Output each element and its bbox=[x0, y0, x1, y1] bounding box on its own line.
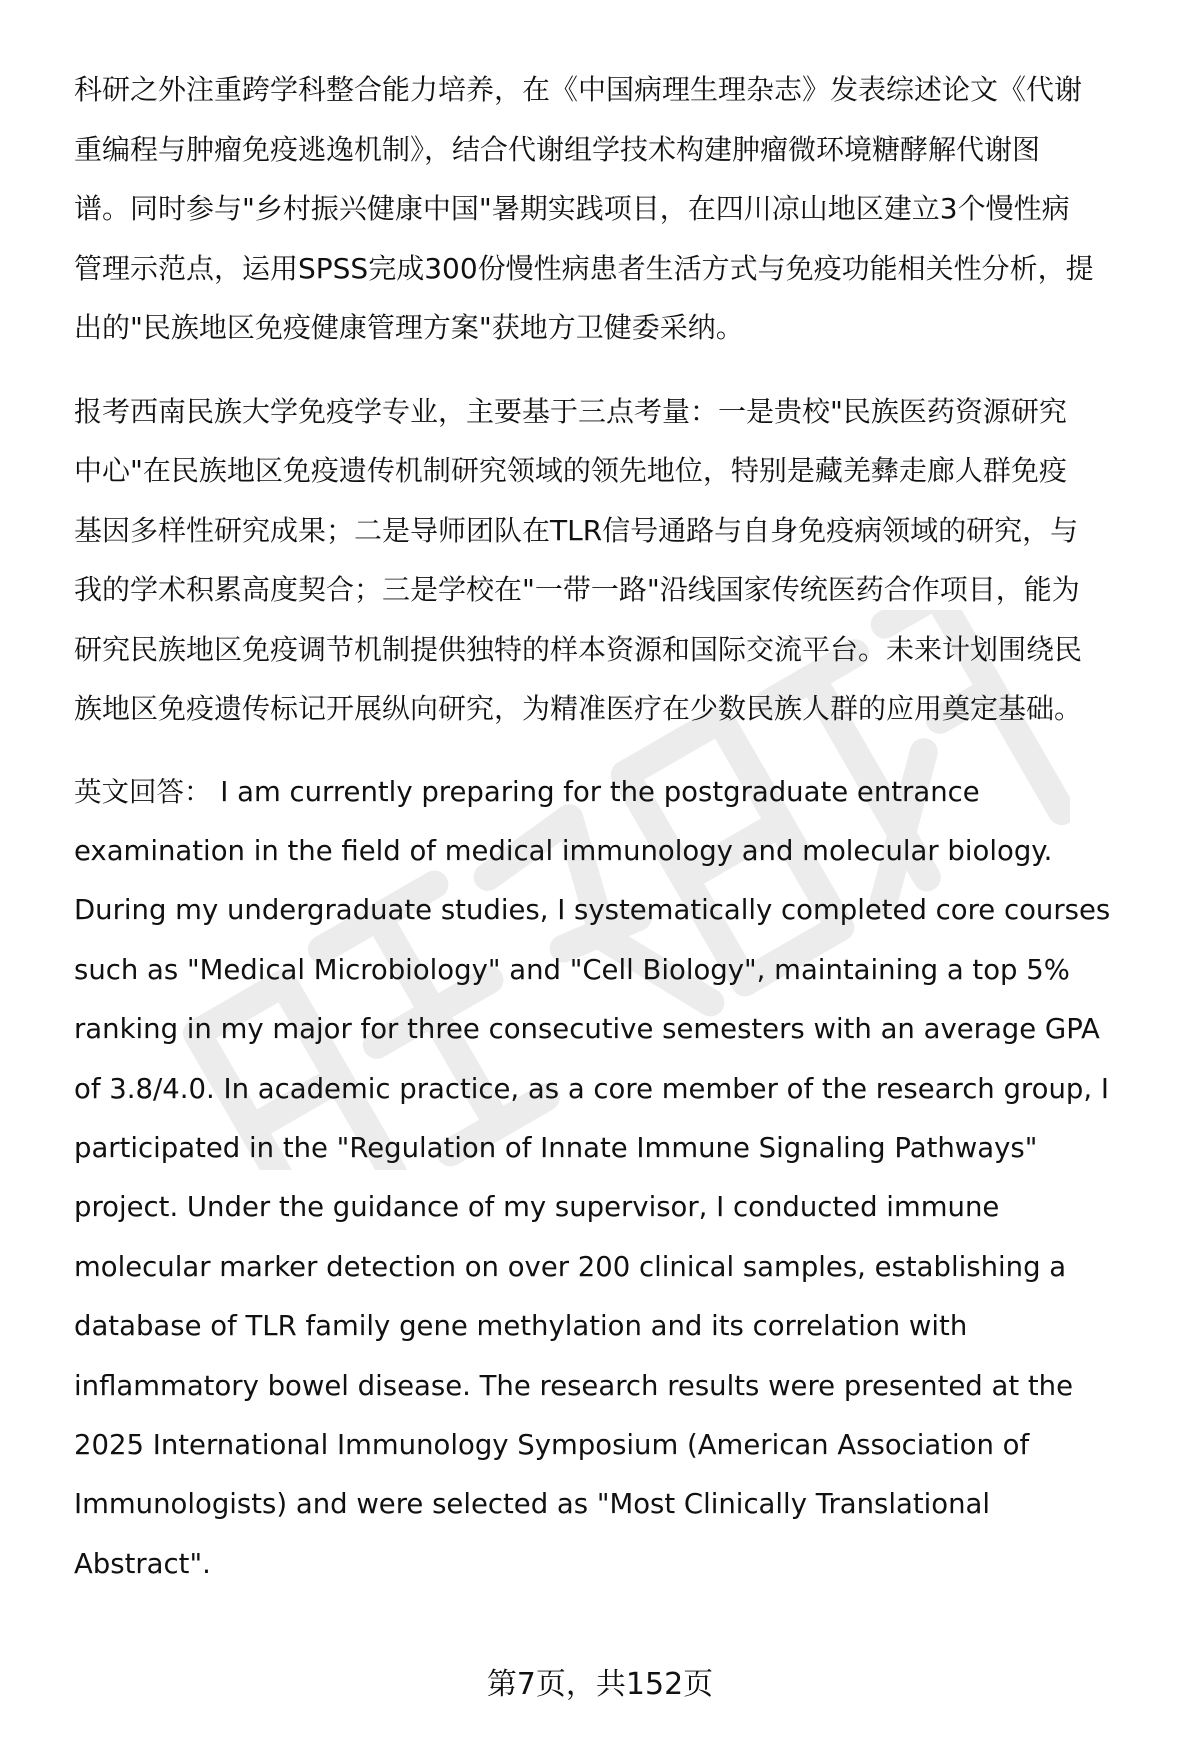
text-line: 谱。同时参与"乡村振兴健康中国"暑期实践项目，在四川凉山地区建立3个慢性病 bbox=[74, 192, 1070, 225]
text-line: 族地区免疫遗传标记开展纵向研究，为精准医疗在少数民族人群的应用奠定基础。 bbox=[74, 692, 1083, 725]
text-line: 管理示范点，运用SPSS完成300份慢性病患者生活方式与免疫功能相关性分析，提 bbox=[74, 251, 1094, 285]
text-line: Abstract". bbox=[74, 1547, 211, 1580]
text-line: 中心"在民族地区免疫遗传机制研究领域的领先地位，特别是藏羌彝走廊人群免疫 bbox=[74, 454, 1067, 487]
text-line: 科研之外注重跨学科整合能力培养，在《中国病理生理杂志》发表综述论文《代谢 bbox=[74, 73, 1083, 106]
paragraph-cn-1 bbox=[74, 60, 1154, 358]
paragraph-en bbox=[74, 763, 1154, 1595]
text-line: of 3.8/4.0. In academic practice, as a core member of the research group, I bbox=[74, 1072, 1109, 1105]
page-number: 第7页，共152页 bbox=[486, 1667, 714, 1702]
text-line: inflammatory bowel disease. The research results were presented at the bbox=[74, 1369, 1073, 1402]
text-line: 出的"民族地区免疫健康管理方案"获地方卫健委采纳。 bbox=[74, 311, 744, 344]
text-line: Immunologists) and were selected as "Most Clinically Translational bbox=[74, 1488, 991, 1521]
text-line: 重编程与肿瘤免疫逃逸机制》，结合代谢组学技术构建肿瘤微环境糖酵解代谢图 bbox=[74, 132, 1041, 166]
text-line: During my undergraduate studies, I systematically completed core courses bbox=[74, 894, 1111, 927]
text-line: ranking in my major for three consecutive semesters with an average GPA bbox=[74, 1013, 1100, 1046]
text-line: 2025 International Immunology Symposium (American Association of bbox=[74, 1428, 1030, 1461]
text-line: project. Under the guidance of my supervisor, I conducted immune bbox=[74, 1191, 1000, 1224]
text-line: molecular marker detection on over 200 clinical samples, establishing a bbox=[74, 1250, 1067, 1283]
text-line: examination in the field of medical immunology and molecular biology. bbox=[74, 834, 1053, 867]
text-line: such as "Medical Microbiology" and "Cell Biology", maintaining a top 5% bbox=[74, 953, 1070, 986]
text-line: 基因多样性研究成果；二是导师团队在TLR信号通路与自身免疫病领域的研究，与 bbox=[74, 513, 1079, 547]
text-line: 报考西南民族大学免疫学专业，主要基于三点考量：一是贵校"民族医药资源研究 bbox=[74, 394, 1067, 428]
text-line: 我的学术积累高度契合；三是学校在"一带一路"沿线国家传统医药合作项目，能为 bbox=[74, 573, 1080, 606]
text-line: 英文回答： I am currently preparing for the postgraduate entrance bbox=[74, 775, 980, 808]
document-body bbox=[74, 60, 1154, 1618]
paragraph-cn-2 bbox=[74, 382, 1154, 739]
text-line: 研究民族地区免疫调节机制提供独特的样本资源和国际交流平台。未来计划围绕民 bbox=[74, 632, 1083, 666]
text-line: participated in the "Regulation of Innate Immune Signaling Pathways" bbox=[74, 1131, 1038, 1164]
text-line: database of TLR family gene methylation and its correlation with bbox=[74, 1310, 968, 1343]
